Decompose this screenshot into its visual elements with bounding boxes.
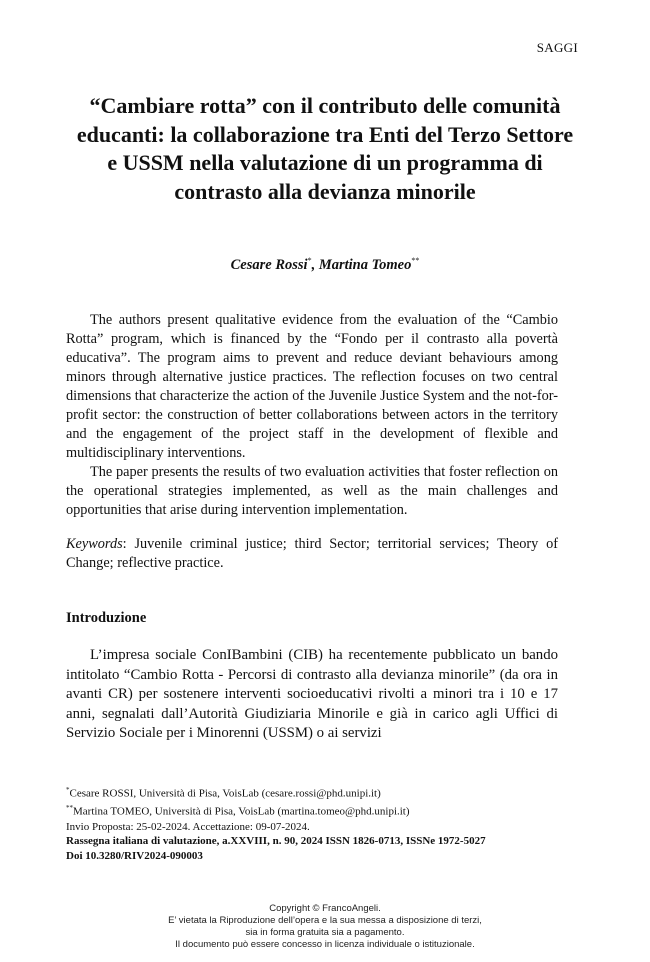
author-footnote-mark: ** bbox=[411, 256, 420, 265]
copyright-line: sia in forma gratuita sia a pagamento. bbox=[245, 927, 405, 938]
copyright-line: E’ vietata la Riproduzione dell’opera e la sua messa a disposizione di terzi, bbox=[168, 915, 482, 926]
section-heading: Introduzione bbox=[66, 610, 147, 626]
author-line: Cesare Rossi*, Martina Tomeo** bbox=[230, 256, 420, 273]
abstract bbox=[66, 311, 558, 520]
footnote-author1 bbox=[66, 783, 566, 801]
footnote-mark: * bbox=[66, 786, 70, 794]
author-footnote-mark: * bbox=[307, 256, 312, 265]
footnote-text: Cesare ROSSI, Università di Pisa, VoisLab (cesare.rossi@phd.unipi.it) bbox=[69, 787, 381, 800]
copyright-line: Copyright © FrancoAngeli. bbox=[269, 903, 381, 914]
section-label: SAGGI bbox=[536, 40, 578, 55]
footnote-mark: ** bbox=[66, 804, 73, 813]
abstract-paragraph: The paper presents the results of two evaluation activities that foster reflection on the operational strategies implemented, as well as the main challenges and opportunities that arise during intervention implementation. bbox=[66, 464, 558, 518]
abstract-paragraph: The authors present qualitative evidence from the evaluation of the “Cambio Rotta” program, which is financed by the “Fondo per il contrasto alla povertà educativa”. The program aims to prevent and reduce deviant behaviours among minors through alternative justice practices. The reflection focuses on two central dimensions that characterize the action of the Juvenile Justice System and the not-for-profit sector: the construction of better collaborations between actors in the territory and the engagement of the project staff in the development of flexible and multidisciplinary interventions. bbox=[66, 312, 558, 461]
copyright-notice bbox=[0, 903, 650, 951]
author-name: Martina Tomeo bbox=[318, 256, 412, 273]
footnote-text: Martina TOMEO, Università di Pisa, VoisLab (martina.tomeo@phd.unipi.it) bbox=[73, 805, 410, 818]
submission-dates: Invio Proposta: 25-02-2024. Accettazione: 09-07-2024. bbox=[66, 820, 310, 833]
keywords-label: Keywords bbox=[66, 536, 123, 552]
footnote-author2 bbox=[66, 801, 566, 819]
body-paragraph: L’impresa sociale ConIBambini (CIB) ha recentemente pubblicato un bando intitolato “Cambio Rotta - Percorsi di contrasto alla devianza minorile” (da ora in avanti CR) per sostenere interventi socioeducativi rivolti a minori tra i 10 e 17 anni, segnalati dall’Autorità Giudiziaria Minorile e già in carico agli Uffici di Servizio Sociale per i Minorenni (USSM) o ai servizi bbox=[66, 647, 558, 741]
article-title: “Cambiare rotta” con il contributo delle comunità educanti: la collaborazione tra Enti del Terzo Settore e USSM nella valutazione di un programma di contrasto alla devianza minorile bbox=[76, 93, 574, 204]
keywords-text: : Juvenile criminal justice; third Sector; territorial services; Theory of Change; reflective practice. bbox=[66, 536, 558, 571]
doi: Doi 10.3280/RIV2024-090003 bbox=[66, 849, 203, 862]
footnotes bbox=[66, 783, 566, 863]
keywords bbox=[66, 535, 558, 573]
journal-citation: Rassegna italiana di valutazione, a.XXVIII, n. 90, 2024 ISSN 1826-0713, ISSNe 1972-5027 bbox=[66, 835, 486, 848]
copyright-line: Il documento può essere concesso in licenza individuale o istituzionale. bbox=[175, 939, 475, 950]
author-name: Cesare Rossi bbox=[230, 256, 308, 273]
